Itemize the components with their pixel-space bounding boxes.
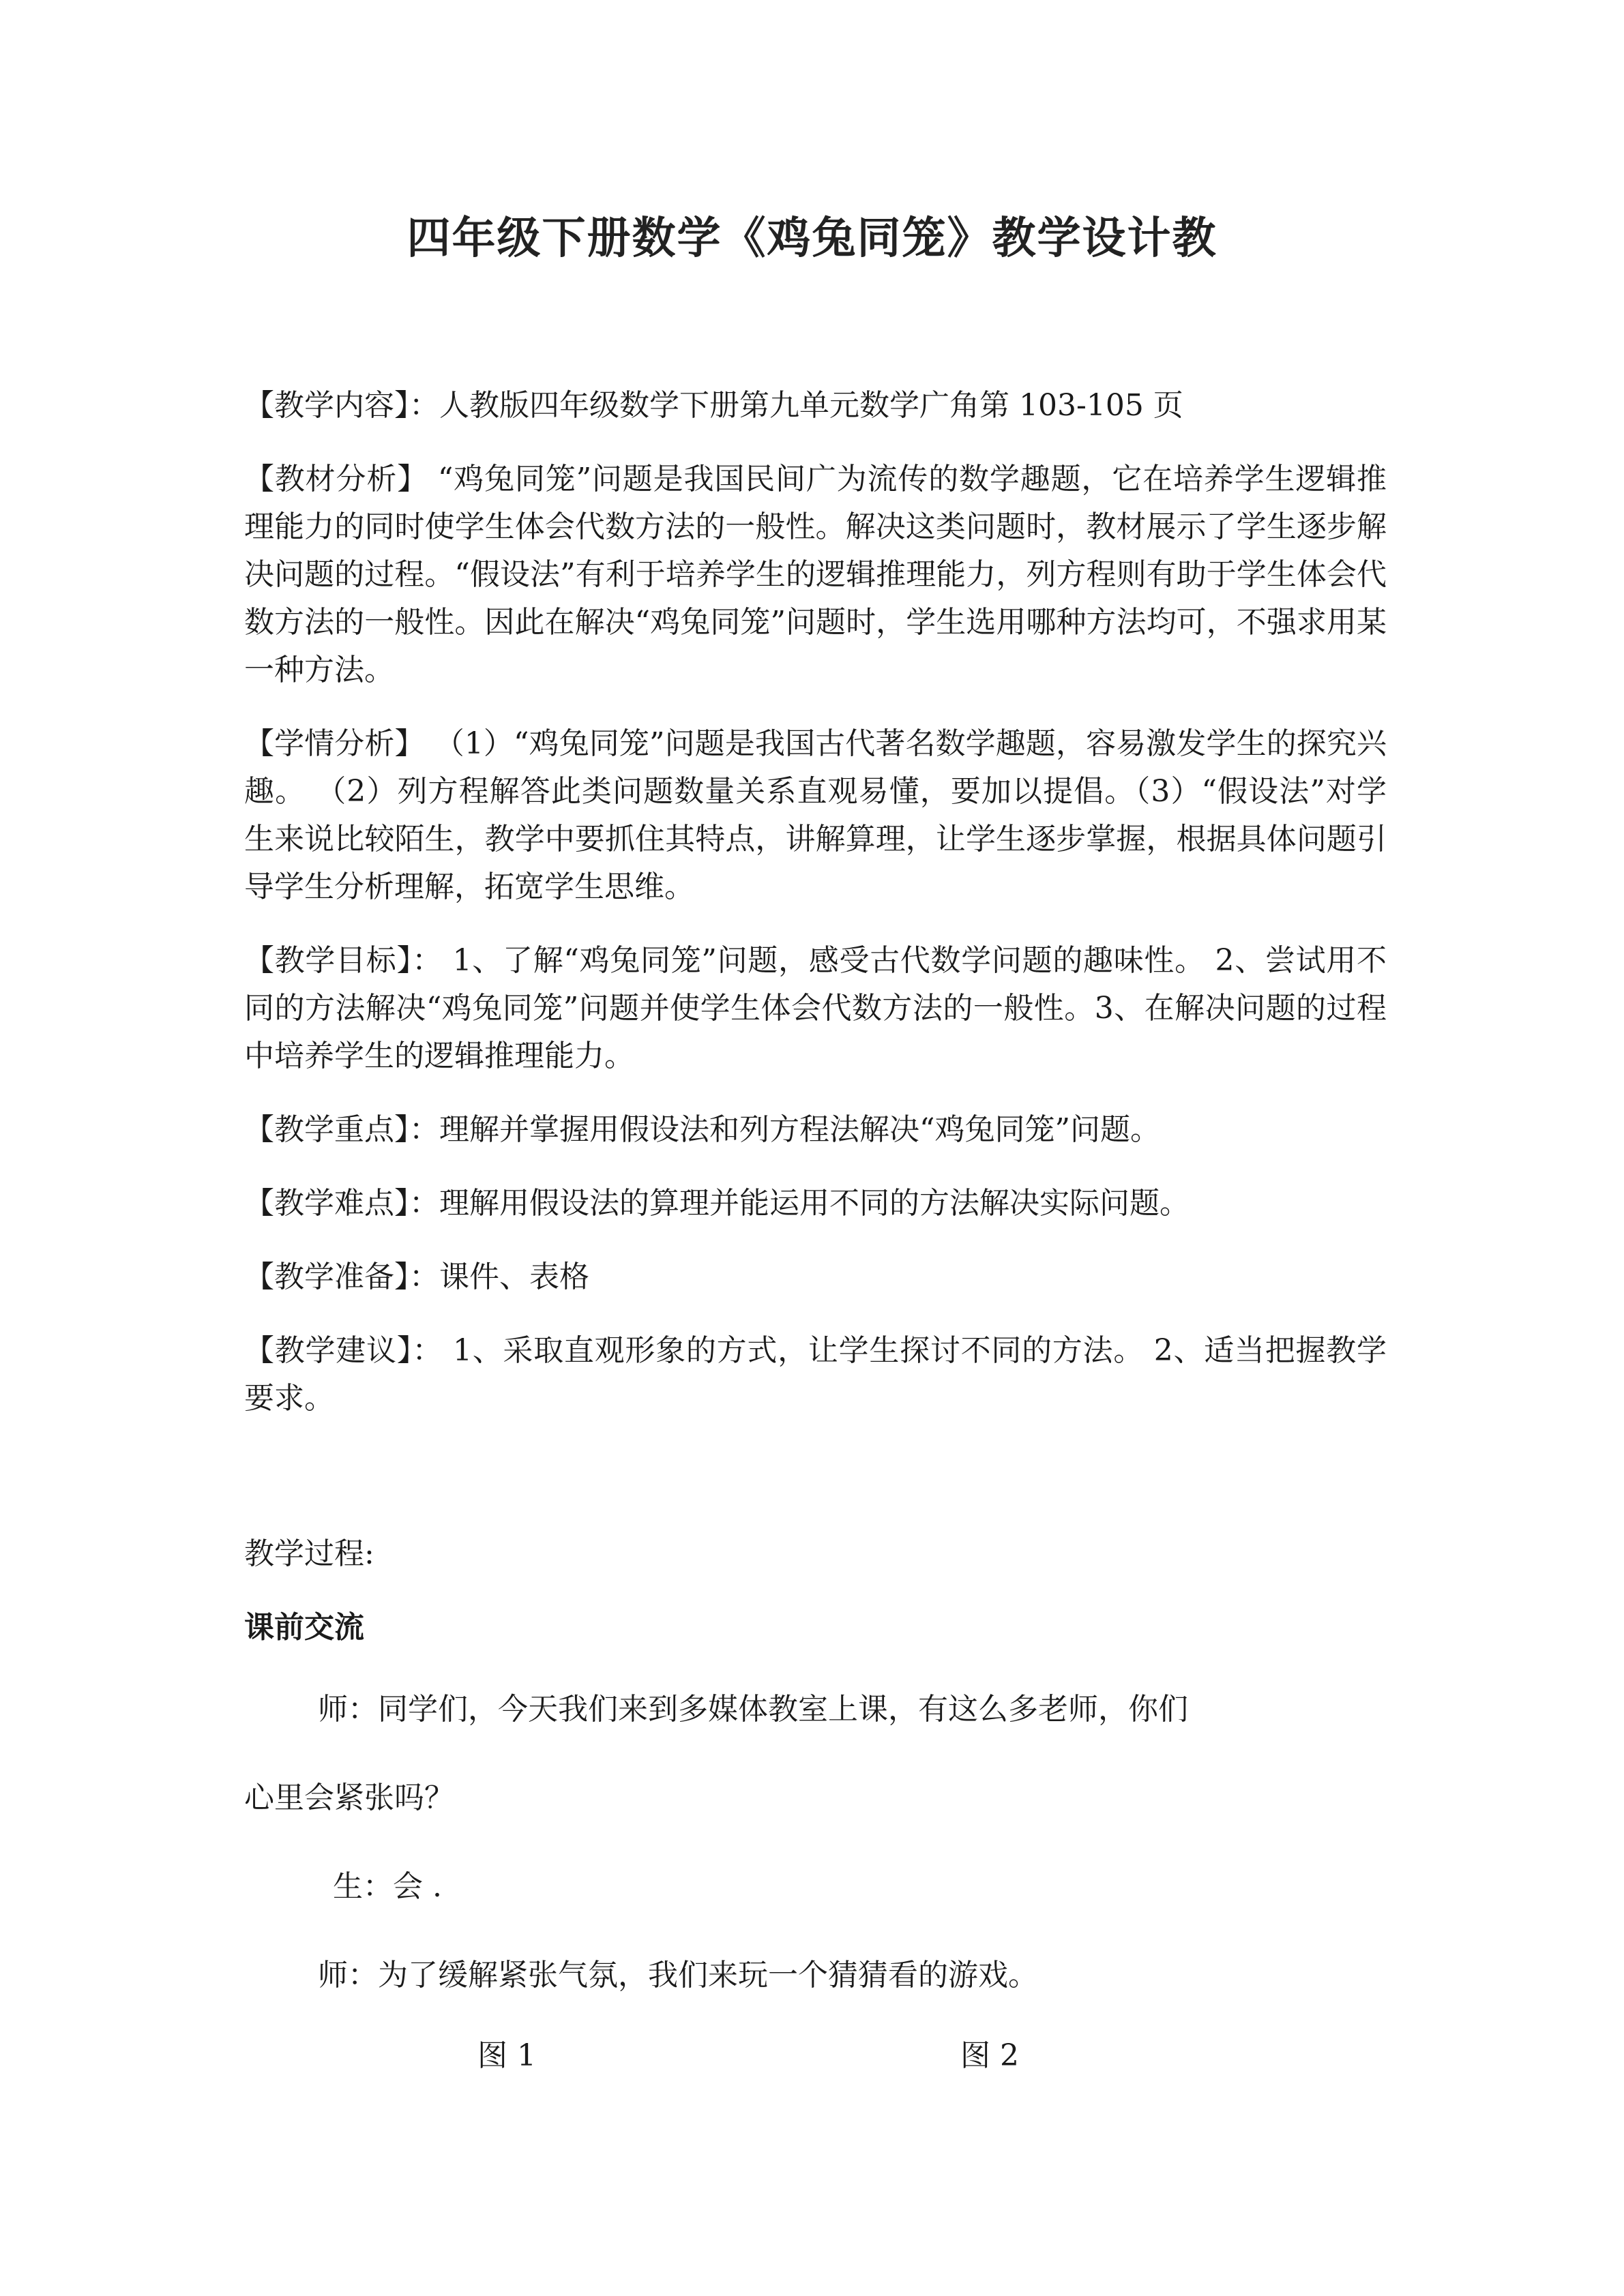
section-text: 理解并掌握用假设法和列方程法解决“鸡兔同笼”问题。: [439, 1112, 1160, 1147]
section-text: （1）“鸡兔同笼”问题是我国古代著名数学趣题，容易激发学生的探究兴趣。 （2）列方程解答此类问题数量关系直观易懂，要加以提倡。（3）“假设法”对学生来说比较陌生，教学中要抓住其特点，讲解算理，让学生逐步掌握，根据具体问题引导学生分析理解，拓宽学生思维。: [244, 726, 1387, 904]
dialog-teacher-1: 师：同学们，今天我们来到多媒体教室上课，有这么多老师，你们: [318, 1692, 1188, 1727]
section-label: 【教学建议】：: [244, 1333, 443, 1368]
section-suggestions: [244, 1327, 1387, 1422]
section-label: 【教学内容】：: [244, 388, 439, 423]
pre-class-heading: 课前交流: [244, 1610, 364, 1645]
section-text: 人教版四年级数学下册第九单元数学广角第 103-105 页: [439, 388, 1183, 423]
figure-1-caption: 图 1: [477, 2038, 536, 2073]
section-label: 【教学目标】：: [244, 943, 443, 978]
section-text: 1、采取直观形象的方式，让学生探讨不同的方法。 2、适当把握教学要求。: [244, 1333, 1387, 1416]
spacer: [244, 1448, 1387, 1530]
section-label: 【教学重点】：: [244, 1112, 439, 1147]
dialog-teacher-1-cont: 心里会紧张吗？: [244, 1780, 454, 1815]
section-material-analysis: [244, 456, 1387, 694]
figure-2-caption: 图 2: [960, 2038, 1019, 2073]
document-body: [244, 382, 1387, 2040]
section-teaching-goals: [244, 937, 1387, 1080]
section-label: 【教学难点】：: [244, 1186, 439, 1221]
section-teaching-content: [244, 382, 1387, 430]
section-key-points: [244, 1106, 1387, 1154]
section-text: 理解用假设法的算理并能运用不同的方法解决实际问题。: [439, 1186, 1190, 1221]
section-label: 【教材分析】: [244, 462, 428, 496]
section-label: 【教学准备】：: [244, 1259, 439, 1294]
section-text: 1、了解“鸡兔同笼”问题，感受古代数学问题的趣味性。 2、尝试用不同的方法解决“鸡兔同笼”问题并使学生体会代数方法的一般性。3、在解决问题的过程中培养学生的逻辑推理能力。: [244, 943, 1387, 1073]
section-preparation: [244, 1253, 1387, 1301]
section-text: “鸡兔同笼”问题是我国民间广为流传的数学趣题，它在培养学生逻辑推理能力的同时使学生体会代数方法的一般性。解决这类问题时，教材展示了学生逐步解决问题的过程。“假设法”有利于培养学生的逻辑推理能力，列方程则有助于学生体会代数方法的一般性。因此在解决“鸡兔同笼”问题时，学生选用哪种方法均可，不强求用某一种方法。: [244, 462, 1387, 687]
section-text: 课件、表格: [439, 1259, 589, 1294]
section-label: 【学情分析】: [244, 726, 425, 761]
dialog-teacher-2: 师：为了缓解紧张气氛，我们来玩一个猜猜看的游戏。: [318, 1958, 1038, 1993]
figure-captions: [0, 2032, 1624, 2087]
dialog-student-1: 生：会 .: [333, 1869, 442, 1904]
section-difficulties: [244, 1180, 1387, 1227]
process-label: 教学过程:: [244, 1536, 374, 1571]
section-student-analysis: [244, 720, 1387, 911]
document-title: 四年级下册数学《鸡兔同笼》教学设计教: [407, 213, 1217, 264]
